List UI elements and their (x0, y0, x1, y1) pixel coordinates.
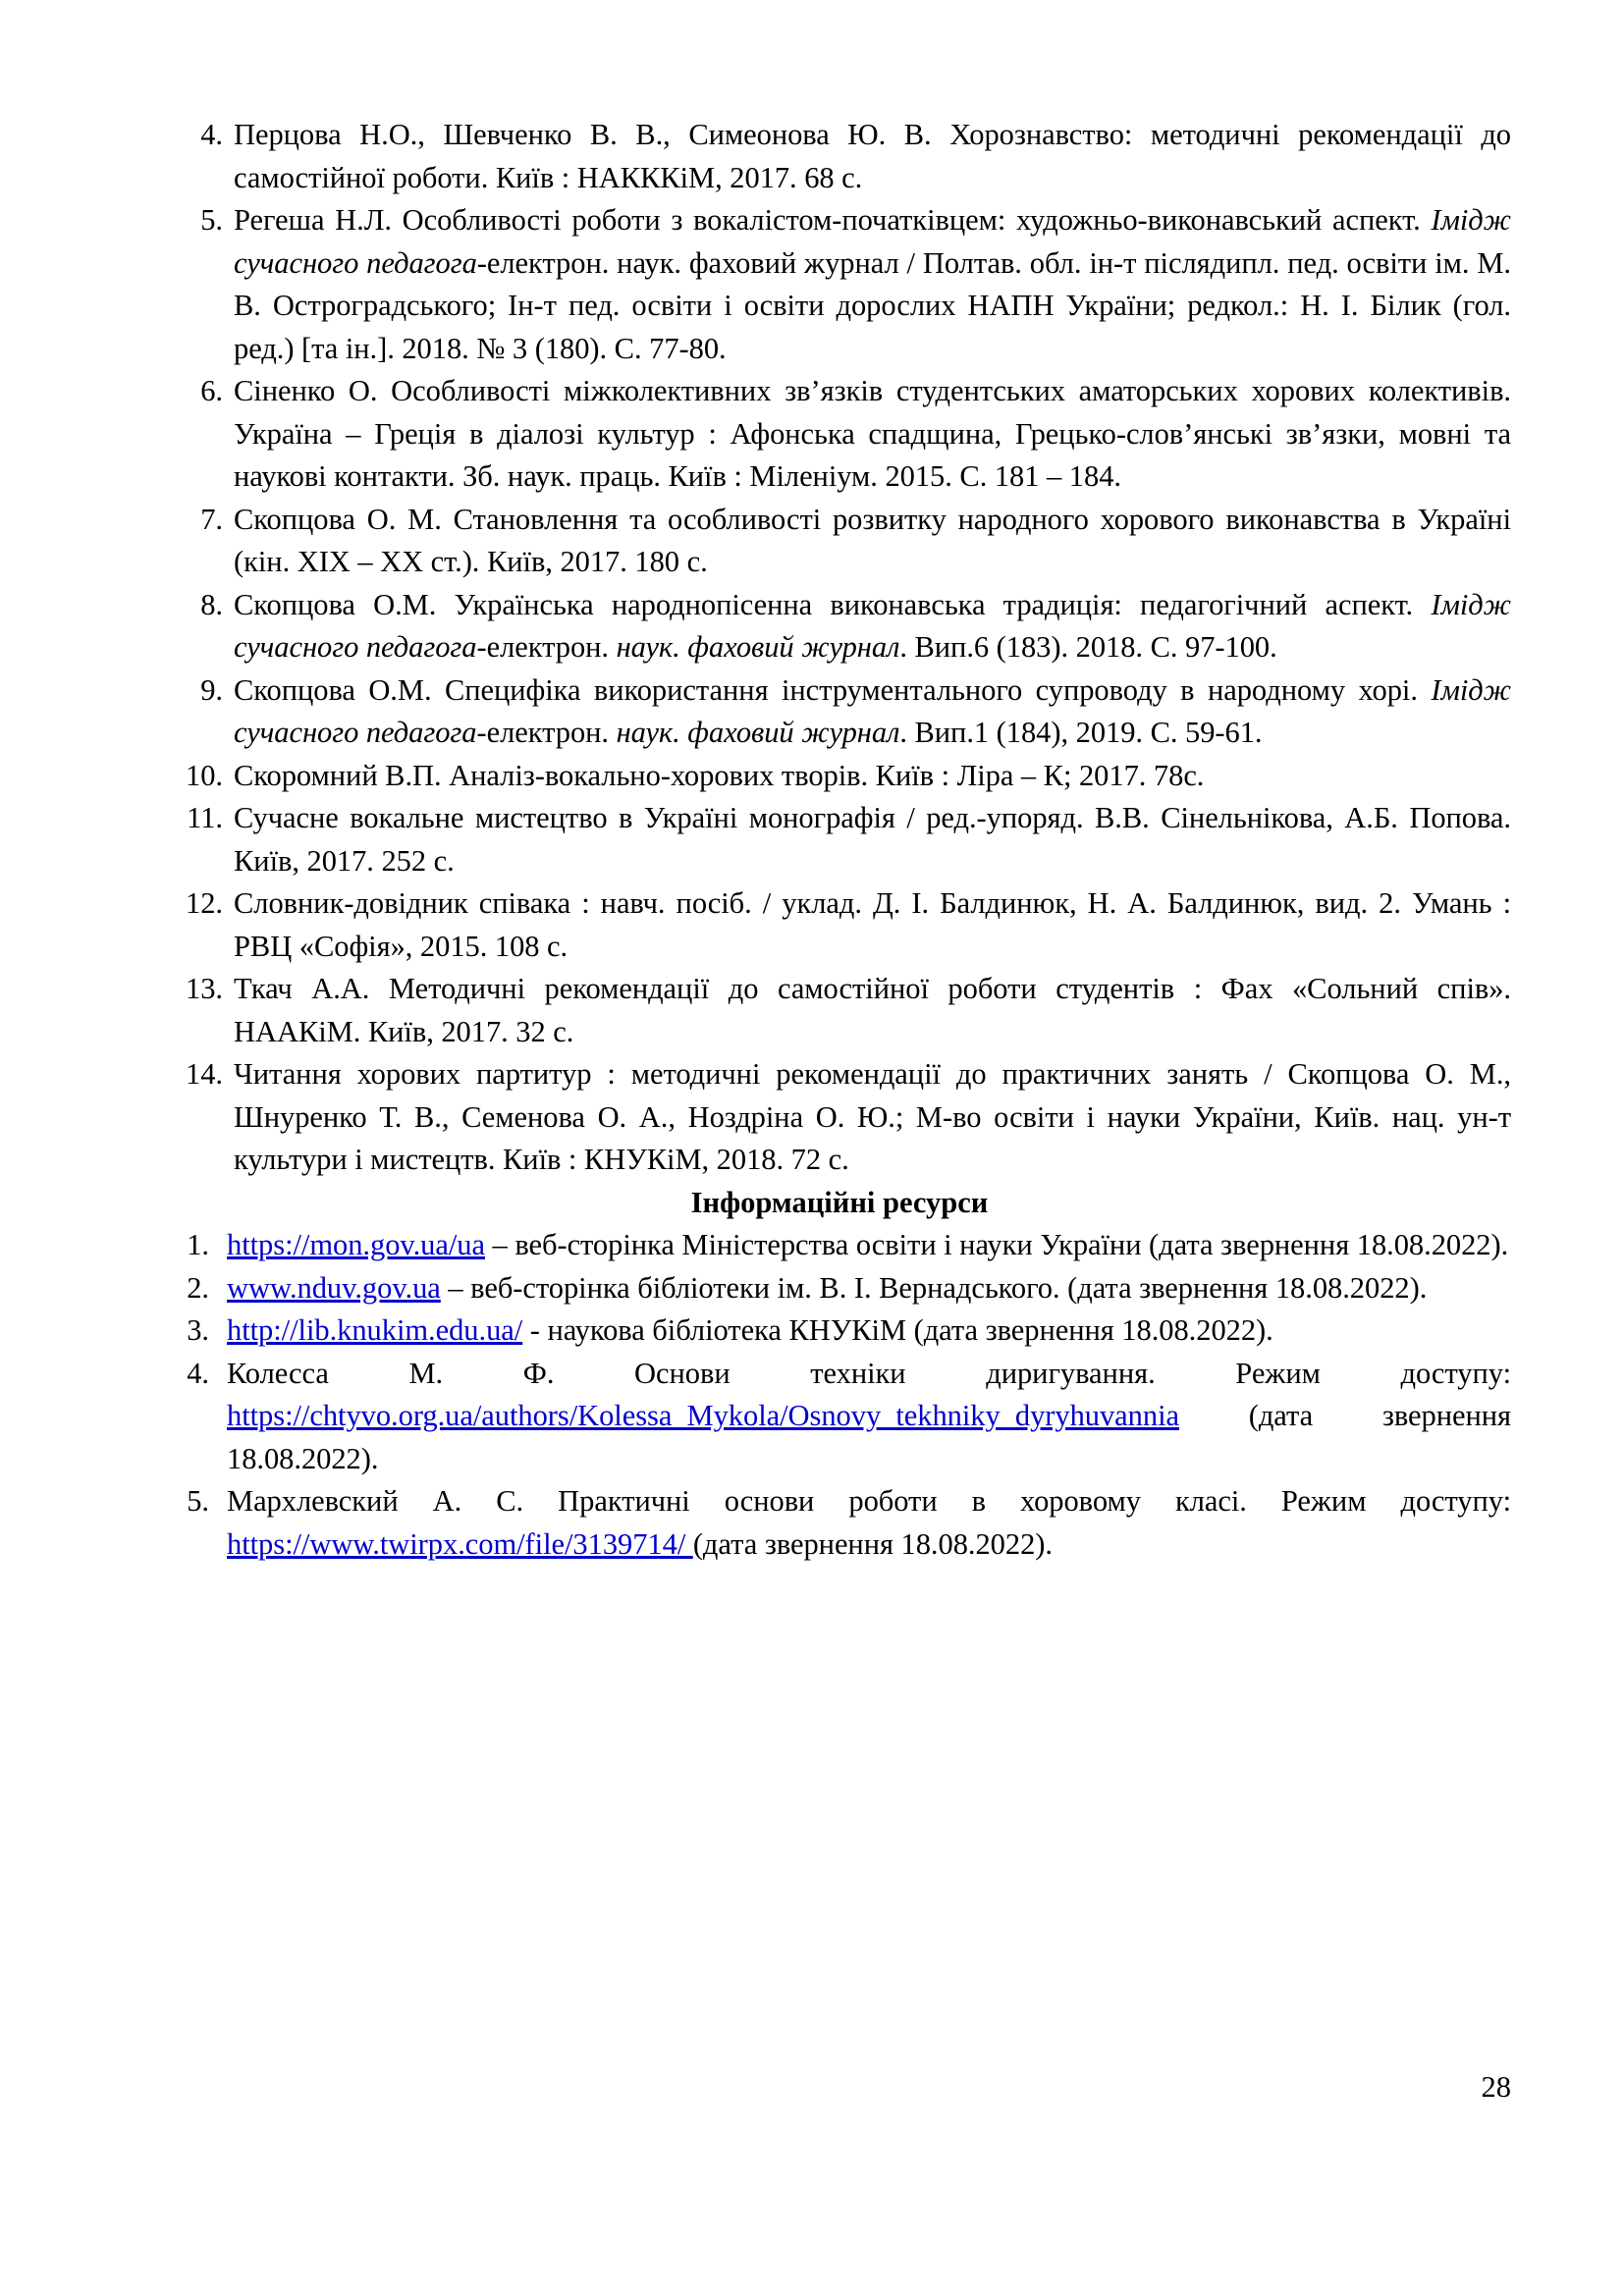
list-item-text (234, 1053, 1511, 1182)
list-item-number: 5. (200, 203, 223, 237)
resource-entry (168, 1309, 1511, 1353)
list-item-text (234, 669, 1511, 755)
list-item-text (227, 1313, 1273, 1347)
list-item-text (227, 1357, 1511, 1475)
bibliography-list (168, 114, 1511, 1182)
italic-title: наук. фаховий журнал (616, 716, 900, 749)
list-item-number: 4. (200, 118, 223, 151)
list-item-text (227, 1484, 1511, 1561)
external-link[interactable]: https://mon.gov.ua/ua (227, 1228, 485, 1261)
text-run: Скоромний В.П. Аналіз-вокально-хорових творів. Київ : Ліра – К; 2017. 78с. (234, 758, 1205, 792)
list-item-number: 12. (186, 886, 223, 920)
text-run: Сучасне вокальне мистецтво в Україні монографія / ред.-упоряд. В.В. Сінельнікова, А.Б. Попова. Київ, 2017. 252 с. (234, 801, 1511, 878)
list-item-text (234, 882, 1511, 968)
list-item-number: 11. (187, 801, 223, 834)
bibliography-entry (168, 584, 1511, 669)
list-item-text (227, 1228, 1508, 1261)
text-run: (дата звернення 18.08.2022). (692, 1526, 1053, 1561)
italic-title: Імідж сучасного педагога (234, 672, 1511, 749)
list-item-number: 2. (187, 1270, 209, 1305)
list-item-text (234, 114, 1511, 199)
list-item-number: 4. (187, 1356, 209, 1390)
bibliography-entry (168, 499, 1511, 584)
external-link[interactable]: https://chtyvo.org.ua/authors/Kolessa_Mykola/Osnovy_tekhniky_dyryhuvannia (227, 1399, 1179, 1432)
external-link[interactable]: https://www.twirpx.com/file/3139714/ (227, 1526, 693, 1561)
text-run: - наукова бібліотека КНУКіМ (дата звернення 18.08.2022). (522, 1313, 1273, 1347)
text-run: . Вип.6 (183). 2018. С. 97-100. (899, 630, 1277, 664)
list-item-text (234, 499, 1511, 584)
list-item-text (234, 968, 1511, 1053)
list-item-number: 9. (200, 672, 223, 707)
list-item-number: 10. (186, 758, 223, 792)
text-run: – веб-сторінка Міністерства освіти і науки України (дата звернення 18.08.2022). (484, 1228, 1509, 1261)
text-run: Скопцова О.М. Специфіка використання інструментального супроводу в народному хорі. (234, 672, 1432, 707)
list-item-text (227, 1271, 1427, 1305)
text-run: Скопцова О.М. Українська народнопісенна виконавська традиція: педагогічний аспект. (234, 587, 1432, 621)
text-run: Колесса М. Ф. Основи техніки диригування. Режим доступу: (227, 1356, 1511, 1390)
resource-entry (168, 1480, 1511, 1566)
bibliography-entry (168, 370, 1511, 499)
list-item-number: 14. (186, 1057, 223, 1091)
text-run: Сіненко О. Особливості міжколективних зв’язків студентських аматорських хорових колективів. Україна – Греція в діалозі культур : Афонська спадщина, Грецько-слов’янські зв’язки, мовні та наукові контакти. Зб. наук. праць. Київ : Міленіум. 2015. С. 181 – 184. (234, 374, 1511, 493)
text-run: Скопцова О. М. Становлення та особливості розвитку народного хорового виконавства в Україні (кін. XIX – XX ст.). Київ, 2017. 180 с. (234, 502, 1511, 578)
text-run: Читання хорових партитур : методичні рекомендації до практичних занять / Скопцова О. М., Шнуренко Т. В., Семенова О. А., Ноздріна О. Ю.; М-во освіти і науки України, Київ. нац. ун-т культури і мистецтв. Київ : КНУКіМ, 2018. 72 с. (234, 1057, 1511, 1176)
page-number: 28 (1481, 2070, 1511, 2104)
italic-title: наук. фаховий журнал (616, 630, 900, 664)
italic-title: Імідж сучасного педагога (234, 203, 1511, 280)
list-item-text (234, 797, 1511, 882)
text-run: Словник-довідник співака : навч. посіб. / уклад. Д. І. Балдинюк, Н. А. Балдинюк, вид. 2. Умань : РВЦ «Софія», 2015. 108 с. (234, 886, 1511, 963)
information-resources-list (168, 1224, 1511, 1566)
list-item-number: 13. (186, 972, 223, 1005)
text-run: -електрон. (476, 630, 617, 664)
external-link[interactable]: www.nduv.gov.ua (227, 1270, 441, 1305)
list-item-text (234, 584, 1511, 669)
list-item-text (234, 370, 1511, 499)
text-run: Перцова Н.О., Шевченко В. В., Симеонова Ю. В. Хорознавство: методичні рекомендації до самостійної роботи. Київ : НАКККіМ, 2017. 68 с. (234, 118, 1511, 194)
resources-heading: Інформаційні ресурси (690, 1185, 989, 1219)
list-item-number: 1. (187, 1228, 209, 1261)
text-run: -електрон. (476, 716, 617, 749)
list-item-text (234, 755, 1511, 798)
list-item-number: 8. (200, 587, 223, 621)
bibliography-entry (168, 1053, 1511, 1182)
text-run: (дата звернення 18.08.2022). (227, 1399, 1511, 1475)
resource-entry (168, 1353, 1511, 1481)
text-run: Ткач А.А. Методичні рекомендації до самостійної роботи студентів : Фах «Сольний спів». НААКіМ. Київ, 2017. 32 с. (234, 972, 1511, 1048)
text-run: Регеша Н.Л. Особливості роботи з вокалістом-початківцем: художньо-виконавський аспект. (234, 203, 1432, 237)
bibliography-entry (168, 882, 1511, 968)
external-link[interactable]: http://lib.knukim.edu.ua/ (227, 1313, 523, 1347)
list-item-number: 3. (187, 1313, 209, 1347)
text-run: – веб-сторінка бібліотеки ім. В. І. Вернадського. (дата звернення 18.08.2022). (440, 1270, 1428, 1305)
text-run: Мархлевский А. С. Практичні основи роботи в хоровому класі. Режим доступу: (227, 1484, 1511, 1518)
page-content (168, 114, 1511, 1566)
bibliography-entry (168, 669, 1511, 755)
italic-title: Імідж сучасного педагога (234, 587, 1511, 664)
text-run: . Вип.1 (184), 2019. С. 59-61. (899, 716, 1263, 749)
list-item-text (234, 199, 1511, 370)
list-item-number: 5. (187, 1484, 209, 1518)
bibliography-entry (168, 114, 1511, 199)
list-item-number: 7. (200, 502, 223, 536)
bibliography-entry (168, 199, 1511, 370)
bibliography-entry (168, 968, 1511, 1053)
list-item-number: 6. (200, 374, 223, 407)
text-run: -електрон. наук. фаховий журнал / Полтав. обл. ін-т післядипл. пед. освіти ім. М. В. Остроградського; Ін-т пед. освіти і освіти дорослих НАПН України; редкол.: Н. І. Білик (гол. ред.) [та ін.]. 2018. № 3 (180). С. 77-80. (234, 245, 1511, 365)
bibliography-entry (168, 797, 1511, 882)
resource-entry (168, 1224, 1511, 1267)
bibliography-entry (168, 755, 1511, 798)
resource-entry (168, 1267, 1511, 1310)
